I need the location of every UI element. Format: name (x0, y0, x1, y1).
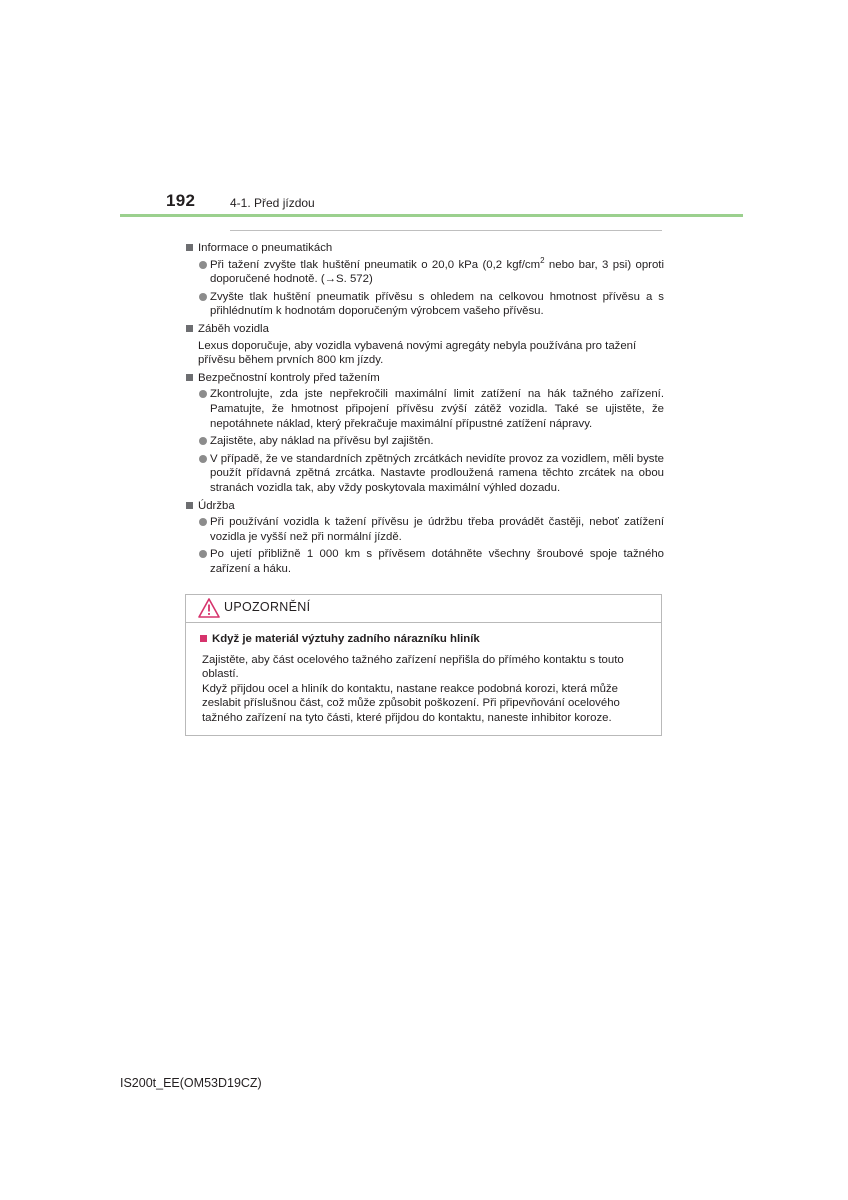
section-title: Bezpečnostní kontroly před tažením (198, 371, 380, 384)
round-bullet-icon (199, 390, 207, 398)
round-bullet-icon (199, 455, 207, 463)
list-item (186, 434, 664, 449)
warning-triangle-icon (198, 598, 220, 618)
list-item-text: nebo bar, 3 psi) oproti doporučené hodnotě. (→S. 572) (210, 258, 664, 286)
content-divider (230, 230, 662, 231)
list-item-text: Zajistěte, aby náklad na přívěsu byl zajištěn. (210, 435, 434, 448)
square-bullet-icon (186, 325, 193, 332)
header-divider (120, 214, 743, 217)
square-bullet-icon (186, 244, 193, 251)
round-bullet-icon (199, 550, 207, 558)
section-heading (186, 322, 664, 337)
list-item (186, 547, 664, 576)
document-code: IS200t_EE(OM53D19CZ) (120, 1076, 262, 1090)
list-item (186, 255, 664, 287)
round-bullet-icon (199, 518, 207, 526)
list-item-text: Při tažení zvyšte tlak huštění pneumatik o 20,0 kPa (0,2 kgf/cm (210, 258, 541, 271)
warning-box (185, 594, 662, 736)
list-item (186, 515, 664, 544)
round-bullet-icon (199, 261, 207, 269)
section-heading (186, 499, 664, 514)
list-item-text: Zvyšte tlak huštění pneumatik přívěsu s ohledem na celkovou hmotnost přívěsu a s přihlédnutím k hodnotám doporučeným výrobcem vašeho přívěsu. (210, 290, 664, 318)
list-item-text: V případě, že ve standardních zpětných zrcátkách nevidíte provoz za vozidlem, měli byste použít přídavná zpětná zrcátka. Nastavte prodloužená ramena těchto zrcátek na obou stranách vozidla tak, aby vždy poskytovala maximální výhled dozadu. (210, 452, 664, 494)
warning-text: Když přijdou ocel a hliník do kontaktu, nastane reakce podobná korozi, která může zeslabit příslušnou část, což může způsobit poškození. Při připevňování ocelového tažného zařízení na tyto části, které přijdou do kontaktu, naneste inhibitor koroze. (202, 682, 620, 724)
section-paragraph: Lexus doporučuje, aby vozidla vybavená novými agregáty nebyla používána pro tažení přívěsu během prvních 800 km jízdy. (198, 339, 637, 367)
section-heading (186, 241, 664, 256)
page-content (186, 239, 664, 579)
square-bullet-icon (200, 635, 207, 642)
warning-subtitle (200, 632, 647, 647)
page-header (0, 0, 848, 230)
list-item (186, 387, 664, 431)
warning-subtitle-text: Když je materiál výztuhy zadního nárazníku hliník (212, 633, 480, 645)
list-item (186, 290, 664, 319)
warning-text: Zajistěte, aby část ocelového tažného zařízení nepřišla do přímého kontaktu s touto oblastí. (202, 653, 624, 681)
warning-header (186, 595, 661, 623)
chapter-title: 4-1. Před jízdou (230, 196, 315, 210)
round-bullet-icon (199, 293, 207, 301)
list-item-text: Zkontrolujte, zda jste nepřekročili maximální limit zatížení na hák tažného zařízení. Pamatujte, že hmotnost připojení přívěsu zvýší zátěž vozidla. Také se ujistěte, že nepotáhnete náklad, který překračuje maximální přípustné zatížení nápravy. (210, 388, 664, 430)
square-bullet-icon (186, 502, 193, 509)
section-title: Údržba (198, 499, 235, 512)
list-item (186, 452, 664, 496)
warning-body (186, 623, 661, 726)
square-bullet-icon (186, 374, 193, 381)
list-item-text: Po ujetí přibližně 1 000 km s přívěsem dotáhněte všechny šroubové spoje tažného zařízení a háku. (210, 548, 664, 575)
list-item-text: Při používání vozidla k tažení přívěsu je údržbu třeba provádět častěji, neboť zatížení vozidla je vyšší než při normální jízdě. (210, 516, 664, 543)
section-title: Záběh vozidla (198, 322, 269, 335)
superscript: 2 (540, 255, 545, 265)
round-bullet-icon (199, 437, 207, 445)
section-title: Informace o pneumatikách (198, 242, 333, 254)
section-heading (186, 371, 664, 386)
warning-title: UPOZORNĚNÍ (224, 600, 311, 614)
page-number: 192 (166, 191, 196, 210)
